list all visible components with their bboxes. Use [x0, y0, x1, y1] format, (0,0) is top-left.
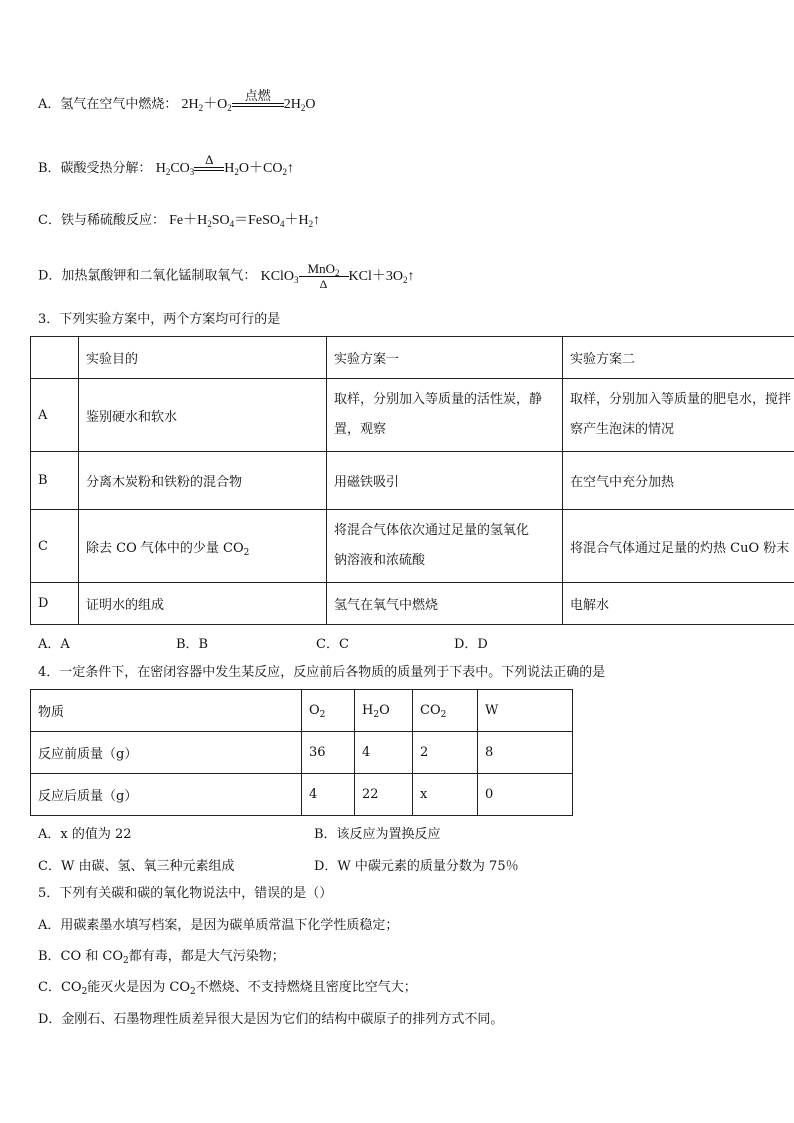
table-row: 反应后质量（g） 4 22 x 0: [31, 774, 573, 816]
header-cell: 实验方案一: [327, 337, 563, 379]
equation-c: $Fe+H_2SO_4=FeSO_4+H_2↑$: [169, 213, 321, 229]
q3-table: [30, 336, 794, 625]
equation-b: $H_2CO_3$ Δ $H_2O+CO_2↑$: [155, 152, 294, 178]
header-cell: 实验方案二: [563, 337, 794, 379]
equation-d: KClO$_3$ MnO$_2$ Δ $KCl+3O_2↑$: [260, 261, 415, 291]
table-row: A 鉴别硬水和软水 取样，分别加入等质量的活性炭，静 置，观察 取样，分别加入等质量的肥皂水，搅拌 察产生泡沫的情况: [31, 379, 794, 452]
q2-option-c: C．铁与稀硫酸反应： $Fe+H_2SO_4=FeSO_4+H_2↑$: [38, 213, 321, 229]
q5-option-a[interactable]: A．用碳素墨水填写档案，是因为碳单质常温下化学性质稳定；: [38, 918, 399, 933]
q4-options-row1: A．x 的值为 22 B．该反应为置换反应: [38, 827, 441, 842]
table-row: B 分离木炭粉和铁粉的混合物 用磁铁吸引 在空气中充分加热: [31, 452, 794, 510]
q2-option-b: B．碳酸受热分解： $H_2CO_3$ Δ $H_2O+CO_2↑$: [38, 152, 294, 178]
q4-table: 物质 $O_2$ $H_2O$ $CO_2$ W 反应前质量（g） 36 4 2 8 反应后质量（g） 4 22 x 0: [30, 689, 573, 816]
q5-stem: 5．下列有关碳和碳的氧化物说法中，错误的是（）: [38, 886, 333, 901]
q5-option-d[interactable]: D．金刚石、石墨物理性质差异很大是因为它们的结构中碳原子的排列方式不同。: [38, 1012, 504, 1027]
q2-option-d: D．加热氯酸钾和二氧化锰制取氧气： KClO$_3$ MnO$_2$ Δ $KCl+3O_2↑$: [38, 261, 415, 291]
q3-stem: 3．下列实验方案中，两个方案均可行的是: [38, 312, 281, 327]
q4-stem: 4．一定条件下，在密闭容器中发生某反应，反应前后各物质的质量列于下表中。下列说法正确的是: [38, 665, 606, 680]
q4-options-row2: C．W 由碳、氢、氧三种元素组成 D．W 中碳元素的质量分数为 75％: [38, 859, 519, 874]
table-row: C 除去 CO 气体中的少量 $CO_2$ 将混合气体依次通过足量的氢氧化 钠溶液和浓硫酸 将混合气体通过足量的灼热 CuO 粉末: [31, 510, 794, 583]
header-cell: [31, 337, 79, 379]
header-cell: 实验目的: [79, 337, 327, 379]
q3-options: A．A B．B C．C D．D: [38, 637, 488, 652]
q5-option-c[interactable]: C．$CO_2$能灭火是因为 $CO_2$不燃烧、不支持燃烧且密度比空气大；: [38, 980, 417, 997]
table-row: 反应前质量（g） 36 4 2 8: [31, 732, 573, 774]
q2-option-a: A．氢气在空气中燃烧： $2H_2+O_2$ 点燃 $2H_2O$: [38, 88, 316, 114]
equation-a: $2H_2+O_2$ 点燃 $2H_2O$: [181, 88, 316, 114]
q5-option-b[interactable]: B．CO 和 $CO_2$都有毒，都是大气污染物；: [38, 949, 285, 966]
table-row: D 证明水的组成 氢气在氧气中燃烧 电解水: [31, 583, 794, 625]
